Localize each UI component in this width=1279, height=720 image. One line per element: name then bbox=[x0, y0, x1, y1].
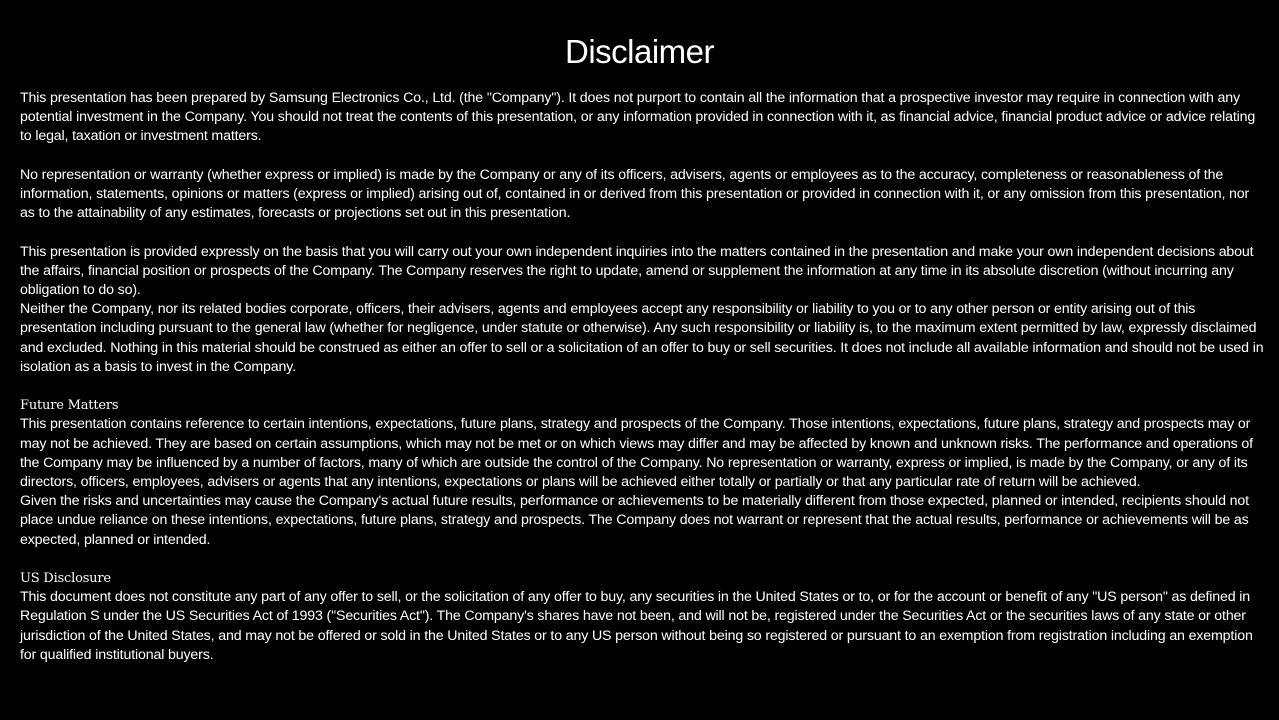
paragraph-gap bbox=[20, 550, 1265, 569]
paragraph-gap bbox=[20, 223, 1265, 242]
paragraph-gap bbox=[20, 377, 1265, 396]
paragraph-no-warranty: No representation or warranty (whether express or implied) is made by the Company or any of its officers, advisers, agents or employees as to the accuracy, completeness or reasonableness of the information, statements, opinions or matters (express or implied) arising out of, contained in or derived from this presentation or provided in connection with it, or any omission from this presentation, nor as to the attainability of any estimates, forecasts or projections set out in this presentation. bbox=[20, 166, 1250, 222]
page-title: Disclaimer bbox=[564, 33, 714, 70]
paragraph-company-info: This presentation has been prepared by Samsung Electronics Co., Ltd. (the "Company"). It does not purport to contain all the information that a prospective investor may require in connection with any potential investment in the Company. You should not treat the contents of this presentation, or any information provided in connection with it, as financial advice, financial product advice or advice relating to legal, taxation or investment matters. bbox=[20, 90, 1256, 145]
future-matters-heading: Future Matters bbox=[20, 398, 119, 414]
paragraph-gap bbox=[20, 147, 1265, 166]
future-matters-paragraph-1: This presentation contains reference to certain intentions, expectations, future plans, strategy and prospects of the Company. Those intentions, expectations, future plans, strategy and prospects may or may not be achieved. They are based on certain assumptions, which may not be met or on which views may differ and may be affected by known and unknown risks. The performance and operations of the Company may be influenced by a number of factors, many of which are outside the control of the Company. No representation or warranty, express or implied, is made by the Company, or any of its directors, officers, employees, advisers or agents that any intentions, expectations or plans will be achieved either totally or partially or that any particular rate of return will be achieved. bbox=[20, 416, 1253, 491]
us-disclosure-paragraph: This document does not constitute any part of any offer to sell, or the solicitation of any offer to buy, any securities in the United States or to, or for the account or benefit of any "US person" as defined in Regulation S under the US Securities Act of 1993 ("Securities Act"). The Company's shares have not been, and will not be, registered under the Securities Act or the securities laws of any state or other jurisdiction of the United States, and may not be offered or sold in the United States or to any US person without being so registered or pursuant to an exemption from registration including an exemption for qualified institutional buyers. bbox=[20, 589, 1253, 663]
paragraph-independent-inquiries: This presentation is provided expressly on the basis that you will carry out your own independent inquiries into the matters contained in the presentation and make your own independent decisions about the affairs, financial position or prospects of the Company. The Company reserves the right to update, amend or supplement the information at any time in its absolute discretion (without incurring any obligation to do so). bbox=[20, 243, 1254, 298]
future-matters-paragraph-2: Given the risks and uncertainties may cause the Company's actual future results, performance or achievements to be materially different from those expected, planned or intended, recipients should not place undue reliance on these intentions, expectations, future plans, strategy and prospects. The Company does not warrant or represent that the actual results, performance or achievements will be as expected, planned or intended. bbox=[20, 493, 1249, 548]
disclaimer-body bbox=[20, 89, 1265, 665]
us-disclosure-heading: US Disclosure bbox=[20, 571, 111, 587]
paragraph-liability: Neither the Company, nor its related bodies corporate, officers, their advisers, agents and employees accept any responsibility or liability to you or to any other person or entity arising out of this presentation including pursuant to the general law (whether for negligence, under statute or otherwise). Any such responsibility or liability is, to the maximum extent permitted by law, expressly disclaimed and excluded. Nothing in this material should be construed as either an offer to sell or a solicitation of an offer to buy or sell securities. It does not include all available information and should not be used in isolation as a basis to invest in the Company. bbox=[20, 301, 1264, 375]
